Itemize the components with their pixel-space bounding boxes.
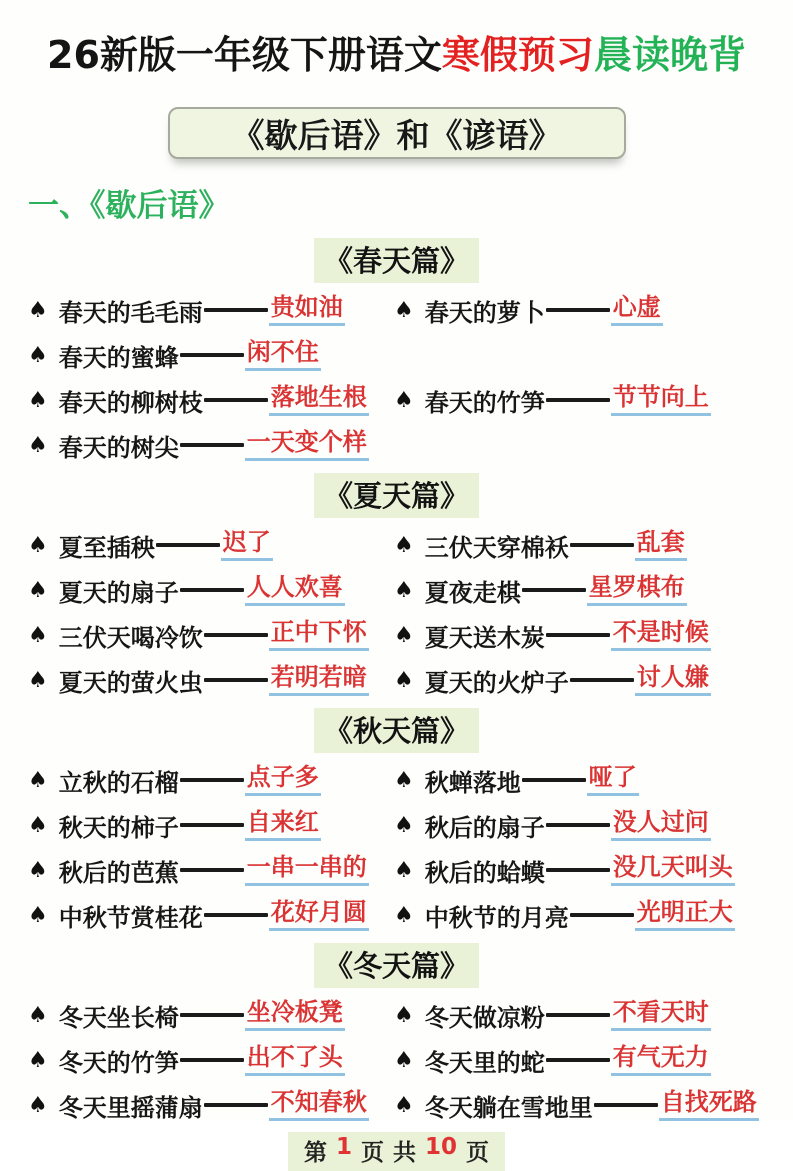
dash-connector (180, 868, 244, 872)
saying-item (28, 1087, 394, 1122)
spade-icon: ♠ (394, 667, 414, 693)
saying-answer: 人人欢喜 (245, 574, 345, 607)
saying-answer: 迟了 (221, 529, 273, 562)
saying-question: 冬天的竹笋 (58, 1048, 179, 1077)
saying-question: 冬天躺在雪地里 (424, 1093, 593, 1122)
saying-item (394, 292, 793, 327)
spade-icon: ♠ (394, 387, 414, 413)
section-heading: 一、《歇后语》 (28, 188, 230, 224)
season-title-spring: 《春天篇》 (314, 238, 479, 283)
dash-connector (546, 1058, 610, 1062)
saying-item (28, 572, 394, 607)
saying-question: 夏天的萤火虫 (58, 668, 203, 697)
saying-item (28, 337, 394, 372)
dash-connector (180, 353, 244, 357)
spade-icon: ♠ (394, 1047, 414, 1073)
saying-item (28, 852, 394, 887)
saying-item (394, 1087, 793, 1122)
spade-icon: ♠ (28, 532, 48, 558)
dash-connector (546, 633, 610, 637)
spade-icon: ♠ (394, 622, 414, 648)
dash-connector (546, 308, 610, 312)
saying-item (28, 762, 394, 797)
dash-connector (546, 1013, 610, 1017)
footer-label-ye1: 页 (361, 1140, 384, 1166)
footer-label-gong: 共 (393, 1140, 416, 1166)
saying-answer: 贵如油 (269, 294, 345, 327)
dash-connector (180, 1058, 244, 1062)
saying-item (28, 807, 394, 842)
saying-question: 秋后的扇子 (424, 813, 545, 842)
saying-question: 秋后的芭蕉 (58, 858, 179, 887)
dash-connector (570, 678, 634, 682)
spade-icon: ♠ (394, 1092, 414, 1118)
saying-item (394, 572, 793, 607)
saying-answer: 自找死路 (659, 1089, 759, 1122)
dash-connector (156, 543, 220, 547)
dash-connector (180, 443, 244, 447)
spade-icon: ♠ (28, 342, 48, 368)
saying-answer: 若明若暗 (269, 664, 369, 697)
saying-question: 三伏天喝冷饮 (58, 623, 203, 652)
saying-answer: 落地生根 (269, 384, 369, 417)
saying-item (394, 662, 793, 697)
saying-answer: 坐冷板凳 (245, 999, 345, 1032)
page-footer (288, 1132, 505, 1171)
spade-icon: ♠ (28, 432, 48, 458)
saying-item (394, 382, 793, 417)
saying-item (394, 997, 793, 1032)
saying-question: 三伏天穿棉袄 (424, 533, 569, 562)
saying-answer: 闲不住 (245, 339, 321, 372)
saying-item (28, 997, 394, 1032)
saying-question: 春天的毛毛雨 (58, 298, 203, 327)
season-title-summer: 《夏天篇》 (314, 473, 479, 518)
spade-icon: ♠ (28, 1002, 48, 1028)
saying-item (394, 852, 793, 887)
dash-connector (522, 588, 586, 592)
saying-question: 夏夜走棋 (424, 578, 521, 607)
saying-question: 中秋节的月亮 (424, 903, 569, 932)
page-title (0, 0, 793, 79)
footer-label-ye2: 页 (466, 1140, 490, 1166)
dash-connector (204, 678, 268, 682)
summer-grid (28, 527, 793, 697)
saying-item (394, 1042, 793, 1077)
total-pages: 10 (425, 1134, 458, 1160)
spade-icon: ♠ (28, 622, 48, 648)
saying-item (394, 617, 793, 652)
spade-icon: ♠ (28, 767, 48, 793)
spade-icon: ♠ (394, 902, 414, 928)
saying-answer: 点子多 (245, 764, 321, 797)
saying-answer: 没人过问 (611, 809, 711, 842)
dash-connector (180, 588, 244, 592)
saying-answer: 正中下怀 (269, 619, 369, 652)
spade-icon: ♠ (28, 857, 48, 883)
saying-question: 夏至插秧 (58, 533, 155, 562)
spade-icon: ♠ (28, 812, 48, 838)
header-banner (168, 107, 626, 159)
saying-answer: 有气无力 (611, 1044, 711, 1077)
spade-icon: ♠ (28, 577, 48, 603)
saying-question: 秋后的蛤蟆 (424, 858, 545, 887)
saying-item (28, 617, 394, 652)
saying-question: 春天的蜜蜂 (58, 343, 179, 372)
saying-answer: 不是时候 (611, 619, 711, 652)
season-title-autumn: 《秋天篇》 (314, 708, 479, 753)
dash-connector (570, 543, 634, 547)
saying-item (28, 662, 394, 697)
empty-cell (394, 430, 793, 460)
dash-connector (594, 1103, 658, 1107)
spade-icon: ♠ (28, 1092, 48, 1118)
dash-connector (546, 868, 610, 872)
saying-question: 冬天里摇蒲扇 (58, 1093, 203, 1122)
spade-icon: ♠ (394, 577, 414, 603)
spade-icon: ♠ (28, 387, 48, 413)
saying-answer: 一串一串的 (245, 854, 369, 887)
dash-connector (570, 913, 634, 917)
spade-icon: ♠ (28, 667, 48, 693)
spade-icon: ♠ (394, 1002, 414, 1028)
saying-answer: 一天变个样 (245, 429, 369, 462)
dash-connector (204, 913, 268, 917)
saying-question: 夏天的火炉子 (424, 668, 569, 697)
dash-connector (180, 778, 244, 782)
saying-answer: 心虚 (611, 294, 663, 327)
saying-answer: 没几天叫头 (611, 854, 735, 887)
saying-question: 冬天做凉粉 (424, 1003, 545, 1032)
saying-item (394, 807, 793, 842)
saying-item (28, 292, 394, 327)
saying-question: 秋天的柿子 (58, 813, 179, 842)
winter-grid (28, 997, 793, 1122)
dash-connector (204, 308, 268, 312)
saying-question: 中秋节赏桂花 (58, 903, 203, 932)
spade-icon: ♠ (394, 297, 414, 323)
saying-question: 冬天里的蛇 (424, 1048, 545, 1077)
saying-answer: 不看天时 (611, 999, 711, 1032)
dash-connector (204, 398, 268, 402)
empty-cell (394, 340, 793, 370)
dash-connector (180, 1013, 244, 1017)
saying-question: 夏天的扇子 (58, 578, 179, 607)
spring-grid (28, 292, 793, 462)
dash-connector (546, 398, 610, 402)
header-banner-text: 《歇后语》和《谚语》 (231, 115, 562, 155)
saying-item (394, 527, 793, 562)
saying-answer: 哑了 (587, 764, 639, 797)
dash-connector (204, 1103, 268, 1107)
saying-answer: 自来红 (245, 809, 321, 842)
saying-item (28, 527, 394, 562)
spade-icon: ♠ (28, 1047, 48, 1073)
dash-connector (546, 823, 610, 827)
dash-connector (180, 823, 244, 827)
dash-connector (204, 633, 268, 637)
saying-answer: 讨人嫌 (635, 664, 711, 697)
saying-answer: 星罗棋布 (587, 574, 687, 607)
spade-icon: ♠ (394, 532, 414, 558)
season-title-winter: 《冬天篇》 (314, 943, 479, 988)
spade-icon: ♠ (28, 902, 48, 928)
autumn-grid (28, 762, 793, 932)
saying-question: 春天的竹笋 (424, 388, 545, 417)
saying-answer: 乱套 (635, 529, 687, 562)
saying-question: 秋蝉落地 (424, 768, 521, 797)
footer-label-di: 第 (303, 1140, 327, 1166)
spade-icon: ♠ (28, 297, 48, 323)
title-segment-black: 26新版一年级下册语文 (47, 33, 442, 77)
dash-connector (522, 778, 586, 782)
saying-question: 春天的萝卜 (424, 298, 545, 327)
saying-item (28, 382, 394, 417)
page-number: 1 (335, 1134, 352, 1160)
title-segment-green: 晨读晚背 (593, 33, 746, 77)
saying-item (394, 897, 793, 932)
saying-answer: 光明正大 (635, 899, 735, 932)
saying-item (28, 1042, 394, 1077)
saying-question: 春天的树尖 (58, 433, 179, 462)
saying-item (28, 897, 394, 932)
spade-icon: ♠ (394, 812, 414, 838)
saying-item (28, 427, 394, 462)
spade-icon: ♠ (394, 857, 414, 883)
saying-question: 立秋的石榴 (58, 768, 179, 797)
saying-question: 冬天坐长椅 (58, 1003, 179, 1032)
saying-question: 春天的柳树枝 (58, 388, 203, 417)
spade-icon: ♠ (394, 767, 414, 793)
title-segment-red: 寒假预习 (441, 33, 594, 77)
saying-answer: 不知春秋 (269, 1089, 369, 1122)
saying-answer: 花好月圆 (269, 899, 369, 932)
saying-question: 夏天送木炭 (424, 623, 545, 652)
saying-item (394, 762, 793, 797)
saying-answer: 出不了头 (245, 1044, 345, 1077)
saying-answer: 节节向上 (611, 384, 711, 417)
